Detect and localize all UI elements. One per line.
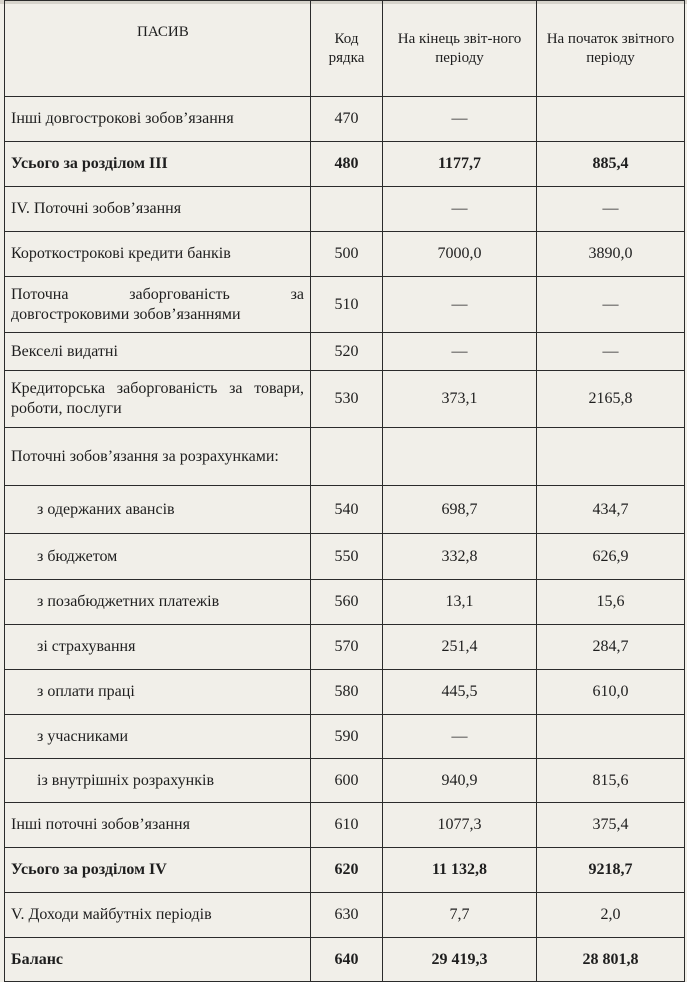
value-period-start [537, 97, 685, 142]
row-label: Кредиторська заборгованість за товари, роботи, послуги [5, 371, 311, 428]
table-row-total [5, 938, 685, 982]
row-label: Короткострокові кредити банків [5, 232, 311, 277]
table-row [5, 534, 685, 580]
row-code: 640 [311, 938, 383, 982]
value-period-end: — [383, 97, 537, 142]
row-code: 570 [311, 625, 383, 670]
table-header-row [5, 1, 685, 97]
row-code: 630 [311, 893, 383, 938]
table-row [5, 97, 685, 142]
row-code: 480 [311, 142, 383, 187]
value-period-end: — [383, 187, 537, 232]
row-label: Поточні зобов’язання за розрахунками: [5, 428, 311, 486]
table-row-subtotal [5, 142, 685, 187]
row-label: з оплати праці [5, 670, 311, 715]
row-label: Баланс [5, 938, 311, 982]
row-code: 510 [311, 277, 383, 333]
row-code: 600 [311, 759, 383, 803]
value-period-start [537, 715, 685, 759]
row-label: з учасниками [5, 715, 311, 759]
value-period-end: 251,4 [383, 625, 537, 670]
value-period-end: 7,7 [383, 893, 537, 938]
value-period-start: — [537, 277, 685, 333]
table-row [5, 580, 685, 625]
value-period-start: — [537, 187, 685, 232]
row-code: 530 [311, 371, 383, 428]
value-period-start: — [537, 333, 685, 371]
section-heading: V. Доходи майбутніх періодів [5, 893, 311, 938]
row-label: зі страхування [5, 625, 311, 670]
row-code: 620 [311, 848, 383, 893]
value-period-end: 7000,0 [383, 232, 537, 277]
row-code: 520 [311, 333, 383, 371]
header-row-code: Код рядка [311, 1, 383, 97]
value-period-start: 15,6 [537, 580, 685, 625]
row-code: 540 [311, 486, 383, 534]
table-row [5, 428, 685, 486]
row-code: 560 [311, 580, 383, 625]
value-period-end: 445,5 [383, 670, 537, 715]
value-period-start: 375,4 [537, 803, 685, 848]
table-row [5, 277, 685, 333]
section-heading: IV. Поточні зобов’язання [5, 187, 311, 232]
liabilities-table [4, 0, 685, 982]
value-period-end: 940,9 [383, 759, 537, 803]
value-period-end [383, 428, 537, 486]
table-row [5, 232, 685, 277]
value-period-start: 284,7 [537, 625, 685, 670]
header-period-start: На початок звітного періоду [537, 1, 685, 97]
value-period-start: 885,4 [537, 142, 685, 187]
value-period-end: 373,1 [383, 371, 537, 428]
row-code [311, 428, 383, 486]
table-row [5, 625, 685, 670]
row-label: з позабюджетних платежів [5, 580, 311, 625]
row-label: Поточна заборгованість за довгостроковими зобов’язаннями [5, 277, 311, 333]
row-code: 470 [311, 97, 383, 142]
table-row [5, 803, 685, 848]
value-period-end: 332,8 [383, 534, 537, 580]
row-code: 550 [311, 534, 383, 580]
row-code [311, 187, 383, 232]
table-row [5, 371, 685, 428]
value-period-end: — [383, 277, 537, 333]
value-period-end: 698,7 [383, 486, 537, 534]
table-row-subtotal [5, 848, 685, 893]
row-code: 500 [311, 232, 383, 277]
value-period-end: 1077,3 [383, 803, 537, 848]
table-row [5, 333, 685, 371]
row-label: з бюджетом [5, 534, 311, 580]
value-period-start: 434,7 [537, 486, 685, 534]
header-liabilities: ПАСИВ [5, 1, 311, 97]
value-period-end: 13,1 [383, 580, 537, 625]
value-period-start: 610,0 [537, 670, 685, 715]
row-label: з одержаних авансів [5, 486, 311, 534]
value-period-start: 28 801,8 [537, 938, 685, 982]
value-period-end: 29 419,3 [383, 938, 537, 982]
value-period-end: 1177,7 [383, 142, 537, 187]
row-label: Усього за розділом III [5, 142, 311, 187]
row-code: 610 [311, 803, 383, 848]
row-label: Векселі видатні [5, 333, 311, 371]
row-label: Інші довгострокові зобов’язання [5, 97, 311, 142]
value-period-start: 626,9 [537, 534, 685, 580]
value-period-start: 9218,7 [537, 848, 685, 893]
value-period-start: 2165,8 [537, 371, 685, 428]
row-label: Усього за розділом IV [5, 848, 311, 893]
value-period-end: 11 132,8 [383, 848, 537, 893]
table-row [5, 715, 685, 759]
value-period-start: 2,0 [537, 893, 685, 938]
value-period-start: 815,6 [537, 759, 685, 803]
row-code: 590 [311, 715, 383, 759]
table-row [5, 486, 685, 534]
row-code: 580 [311, 670, 383, 715]
row-label: із внутрішніх розрахунків [5, 759, 311, 803]
value-period-end: — [383, 715, 537, 759]
value-period-start: 3890,0 [537, 232, 685, 277]
section-heading-row [5, 187, 685, 232]
table-row [5, 670, 685, 715]
value-period-end: — [383, 333, 537, 371]
section-heading-row [5, 893, 685, 938]
value-period-start [537, 428, 685, 486]
table-row [5, 759, 685, 803]
header-period-end: На кінець звіт-ного періоду [383, 1, 537, 97]
row-label: Інші поточні зобов’язання [5, 803, 311, 848]
